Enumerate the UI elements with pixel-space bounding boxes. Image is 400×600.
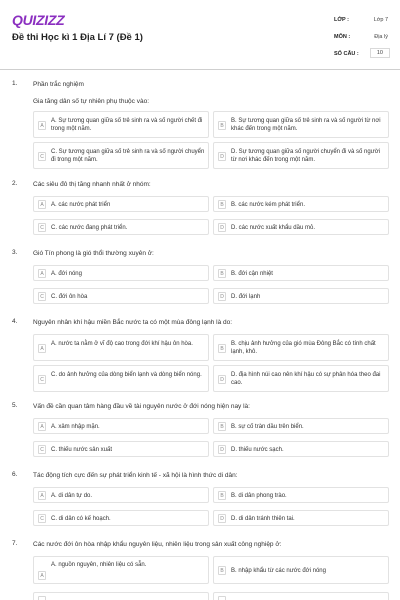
meta-value-grade: Lớp 7 [373,17,388,23]
option-text: A. đới nóng [51,271,82,277]
option-letter: A [38,491,46,500]
option-letter: A [38,571,46,580]
option-5c[interactable] [33,441,209,457]
option-letter: D [218,375,226,384]
option-7d-partial[interactable] [213,592,389,600]
option-1d[interactable] [213,142,389,169]
option-text: B. nhập khẩu từ các nước đới nóng [231,568,326,574]
option-letter: D [218,223,226,232]
option-letter: B [218,566,226,575]
option-1a[interactable] [33,111,209,138]
option-6a[interactable] [33,487,209,503]
option-5b[interactable] [213,418,389,434]
option-letter: A [38,422,46,431]
option-text: A. Sự tương quan giữa số trẻ sinh ra và số người chết đi trong một năm. [51,118,203,132]
option-6c[interactable] [33,510,209,526]
meta-label-subject: MÔN : [334,34,351,40]
question-text: Tác động tích cực đến sự phát triển kinh tế - xã hội là hình thức di dân: [33,472,238,479]
option-letter: B [218,200,226,209]
option-text: B. đới cận nhiệt [231,271,273,277]
option-text: A. nước ta nằm ở vĩ độ cao trong đới khí hậu ôn hòa. [51,341,193,347]
option-text: C. Sự tương quan giữa số trẻ sinh ra và số người chuyển đi trong một năm. [51,149,205,163]
option-letter [218,596,226,600]
option-letter: C [38,375,46,384]
option-5d[interactable] [213,441,389,457]
option-3d[interactable] [213,288,389,304]
option-letter: A [38,200,46,209]
option-text: C. di dân có kế hoạch. [51,516,111,522]
option-text: D. Sự tương quan giữa số người chuyển đi và số người từ nơi khác đến trong một năm. [231,149,380,163]
question-text: Gia tăng dân số tự nhiên phụ thuộc vào: [33,98,150,105]
option-letter: B [218,422,226,431]
option-text: B. Sự tương quan giữa số trẻ sinh ra và số người từ nơi khác đến trong một năm. [231,118,381,132]
option-7b[interactable] [213,556,389,584]
option-letter: B [218,344,226,353]
option-text: A. các nước phát triển [51,202,111,208]
worksheet-title: Đề thi Học kì 1 Địa Lí 7 (Đề 1) [12,32,143,43]
meta-row-grade [330,12,390,29]
question-text: Vấn đề cần quan tâm hàng đầu về tài nguyên nước ở đới nóng hiện nay là: [33,403,250,410]
option-7c-partial[interactable] [33,592,209,600]
option-4b[interactable] [213,334,389,361]
option-letter: A [38,121,46,130]
option-letter: C [38,292,46,301]
question-text: Nguyên nhân khí hậu miền Bắc nước ta có một mùa đông lạnh là do: [33,319,233,326]
option-letter: D [218,445,226,454]
option-letter: C [38,223,46,232]
option-3a[interactable] [33,265,209,281]
option-3c[interactable] [33,288,209,304]
option-text: A. xâm nhập mặn. [51,424,100,430]
option-letter: B [218,491,226,500]
option-letter: A [38,344,46,353]
option-3b[interactable] [213,265,389,281]
question-text: Các siêu đô thị tăng nhanh nhất ở nhóm: [33,181,151,188]
option-letter [38,596,46,600]
meta-label-count: SỐ CÂU : [334,51,359,57]
option-4d[interactable] [213,365,389,392]
option-text: D. di dân tránh thiên tai. [231,516,295,522]
question-number: 6. [12,471,18,478]
option-7a[interactable] [33,556,209,584]
option-2c[interactable] [33,219,209,235]
option-letter: D [218,152,226,161]
option-text: B. chịu ảnh hưởng của gió mùa Đông Bắc có tính chất lạnh, khô. [231,341,376,355]
option-1b[interactable] [213,111,389,138]
quizizz-logo: QUIZIZZ [12,12,65,28]
option-text: C. do ảnh hưởng của dòng biển lạnh và dòng biển nóng. [51,372,202,378]
option-text: C. thiếu nước sản xuất [51,447,112,453]
option-text: C. các nước đang phát triển. [51,225,128,231]
option-letter: D [218,292,226,301]
option-text: B. sự cố tràn dầu trên biển. [231,424,304,430]
meta-row-subject [330,29,390,46]
option-text: D. đới lạnh [231,294,261,300]
option-letter: B [218,269,226,278]
question-number: 3. [12,249,18,256]
option-letter: A [38,269,46,278]
meta-value-count: 10 [370,48,390,58]
option-letter: D [218,514,226,523]
option-text: A. nguồn nguyên, nhiên liệu có sẵn. [51,562,147,568]
option-4c[interactable] [33,365,209,392]
question-number: 2. [12,180,18,187]
option-1c[interactable] [33,142,209,169]
worksheet-header [0,0,400,70]
option-text: B. các nước kém phát triển. [231,202,305,208]
question-text: Các nước đới ôn hòa nhập khẩu nguyên liệu, nhiên liệu trong sản xuất công nghiệp ở: [33,541,282,548]
option-2d[interactable] [213,219,389,235]
option-2a[interactable] [33,196,209,212]
option-text: D. các nước xuất khẩu dầu mỏ. [231,225,315,231]
option-text: C. đới ôn hòa [51,294,88,300]
option-5a[interactable] [33,418,209,434]
option-6b[interactable] [213,487,389,503]
meta-row-count [330,46,390,63]
option-letter: C [38,514,46,523]
option-text: B. di dân phong trào. [231,493,287,499]
meta-label-grade: LỚP : [334,17,349,23]
meta-value-subject: Địa lý [374,34,388,40]
option-text: A. di dân tự do. [51,493,93,499]
option-letter: C [38,152,46,161]
option-letter: C [38,445,46,454]
question-number: 4. [12,318,18,325]
meta-panel [330,12,390,63]
option-letter: B [218,121,226,130]
question-number: 5. [12,402,18,409]
question-number: 1. [12,80,18,87]
option-text: D. địa hình núi cao nên khí hậu có sự phân hóa theo đai cao. [231,372,381,386]
question-number: 7. [12,540,18,547]
option-6d[interactable] [213,510,389,526]
question-text: Gió Tín phong là gió thổi thường xuyên ở: [33,250,154,257]
option-4a[interactable] [33,334,209,361]
option-text: D. thiếu nước sạch. [231,447,284,453]
section-heading: Phần trắc nghiệm [33,81,84,88]
option-2b[interactable] [213,196,389,212]
